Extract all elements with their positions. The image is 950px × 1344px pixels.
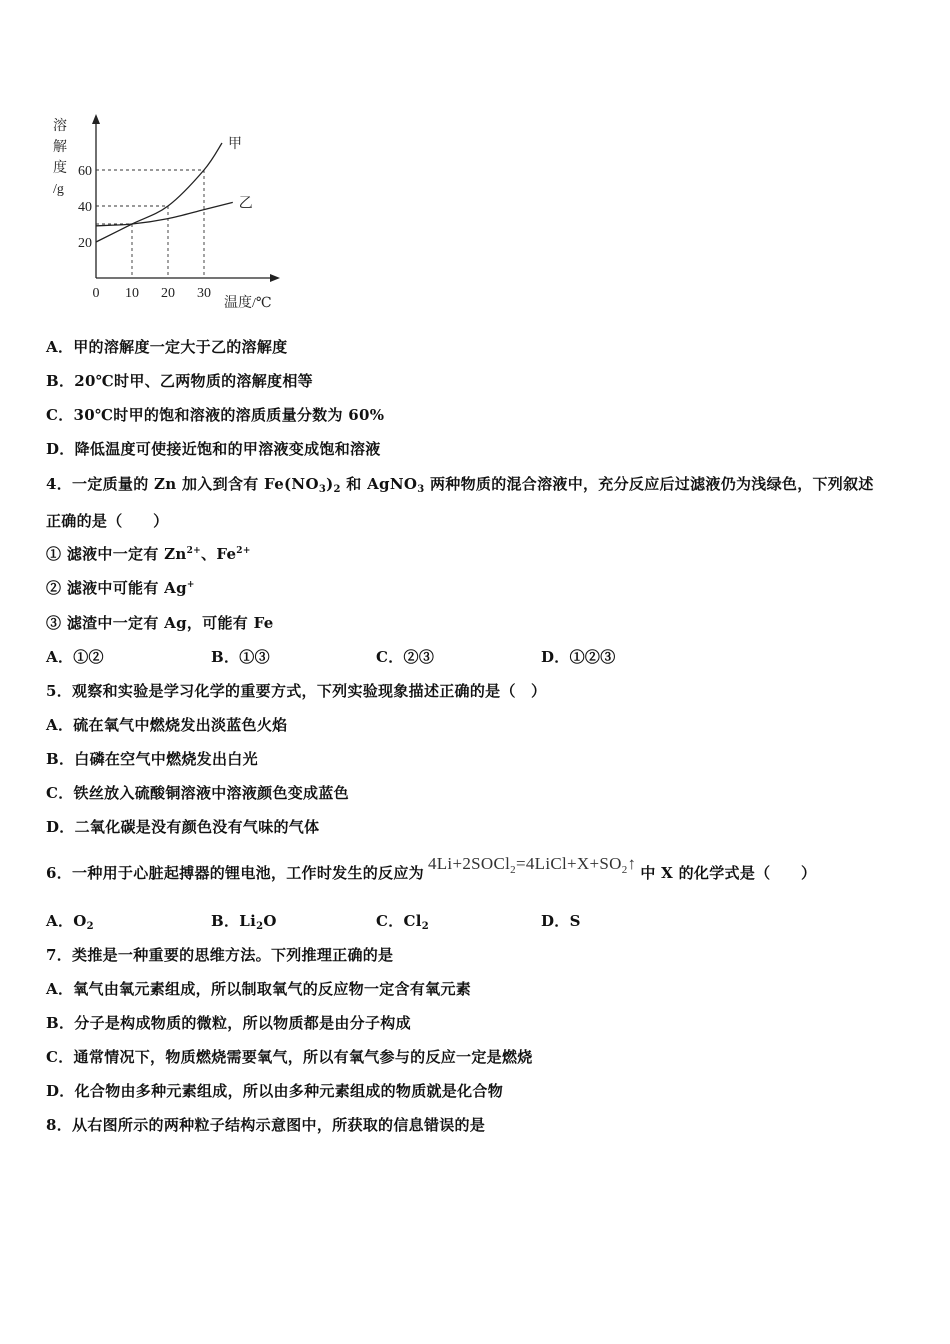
y-axis-label-2: 度	[53, 161, 67, 176]
q4-statement-2: ② 滤液中可能有 Ag+	[46, 579, 195, 597]
solubility-chart	[48, 106, 298, 316]
q6-option-c: C．$Cl_2$	[376, 912, 430, 932]
q6-options	[46, 910, 581, 932]
y-axis-label-1: 解	[53, 140, 67, 155]
x-tick-label-0: 0	[92, 286, 100, 301]
q3-option-c: C．30℃时甲的饱和溶液的溶质质量分数为 60%	[46, 406, 385, 424]
y-tick-label-0: 20	[78, 236, 92, 251]
q5-option-d: D．二氧化碳是没有颜色没有气味的气体	[46, 818, 320, 836]
q3-option-b: B．20℃时甲、乙两物质的溶解度相等	[46, 372, 313, 390]
q7-option-a: A．氧气由氧元素组成，所以制取氧气的反应物一定含有氧元素	[46, 980, 472, 998]
q4-stem: 4．一定质量的 Zn 加入到含有 $Fe(NO_3)_2$ 和 AgNO$_3$ 两种物质的混合溶液中，充分反应后过滤液仍为浅绿色，下列叙述	[46, 475, 874, 495]
x-axis-arrow	[270, 274, 280, 282]
q7-option-b: B．分子是构成物质的微粒，所以物质都是由分子构成	[46, 1014, 411, 1032]
q4-option-c: C．②③	[376, 648, 435, 666]
reaction-equation: $4Li+2SOCl_2=4LiCl+X+SO_2↑$	[427, 854, 637, 876]
chart-labels	[53, 117, 272, 311]
q4-option-a: A．①②	[46, 648, 104, 666]
q3-option-d: D．降低温度可使接近饱和的甲溶液变成饱和溶液	[46, 440, 381, 458]
x-axis-label: 温度/℃	[224, 296, 272, 311]
q4-stem-line2: 正确的是（ ）	[46, 512, 169, 530]
x-tick-label-3: 30	[197, 286, 211, 301]
q8-stem: 8．从右图所示的两种粒子结构示意图中，所获取的信息错误的是	[46, 1116, 486, 1134]
q5-option-a: A．硫在氧气中燃烧发出淡蓝色火焰	[46, 716, 288, 734]
q7-option-d: D．化合物由多种元素组成，所以由多种元素组成的物质就是化合物	[46, 1082, 504, 1100]
q4-options	[46, 646, 616, 667]
y-axis-arrow	[92, 114, 100, 124]
q6-stem: 6．一种用于心脏起搏器的锂电池，工作时发生的反应为 $4Li+2SOCl_2=4LiCl+X+SO_2↑$ 中 X 的化学式是（ ）	[46, 854, 817, 882]
q4-option-d: D．①②③	[541, 648, 616, 666]
q4-statement-3: ③ 滤渣中一定有 Ag，可能有 Fe	[46, 614, 274, 632]
q5-stem: 5．观察和实验是学习化学的重要方式，下列实验现象描述正确的是（ ）	[46, 682, 547, 700]
y-axis-label-0: 溶	[53, 119, 67, 134]
chart-series	[96, 143, 233, 242]
q5-option-c: C．铁丝放入硫酸铜溶液中溶液颜色变成蓝色	[46, 784, 349, 802]
q3-option-a: A．甲的溶解度一定大于乙的溶解度	[46, 338, 288, 356]
chart-guides	[96, 170, 204, 278]
q4-statement-1: ① 滤液中一定有 $Zn^{2+}$、$Fe^{2+}$	[46, 545, 251, 563]
q7-stem: 7．类推是一种重要的思维方法。下列推理正确的是	[46, 946, 394, 964]
q6-option-b: B．$Li_2O$	[211, 912, 277, 932]
q7-option-c: C．通常情况下，物质燃烧需要氧气，所以有氧气参与的反应一定是燃烧	[46, 1048, 533, 1066]
y-tick-label-1: 40	[78, 200, 92, 215]
series-label-0: 甲	[228, 137, 242, 152]
y-axis-label-3: /g	[53, 182, 64, 197]
q4-option-b: B．①③	[211, 648, 270, 666]
series-label-1: 乙	[238, 196, 253, 212]
q5-option-b: B．白磷在空气中燃烧发出白光	[46, 750, 258, 768]
q6-option-a: A．$O_2$	[46, 912, 94, 932]
x-tick-label-1: 10	[125, 286, 139, 301]
y-tick-label-2: 60	[78, 164, 92, 179]
series-line-0	[96, 143, 222, 242]
x-tick-label-2: 20	[161, 286, 175, 301]
q6-option-d: D．S	[541, 912, 581, 930]
